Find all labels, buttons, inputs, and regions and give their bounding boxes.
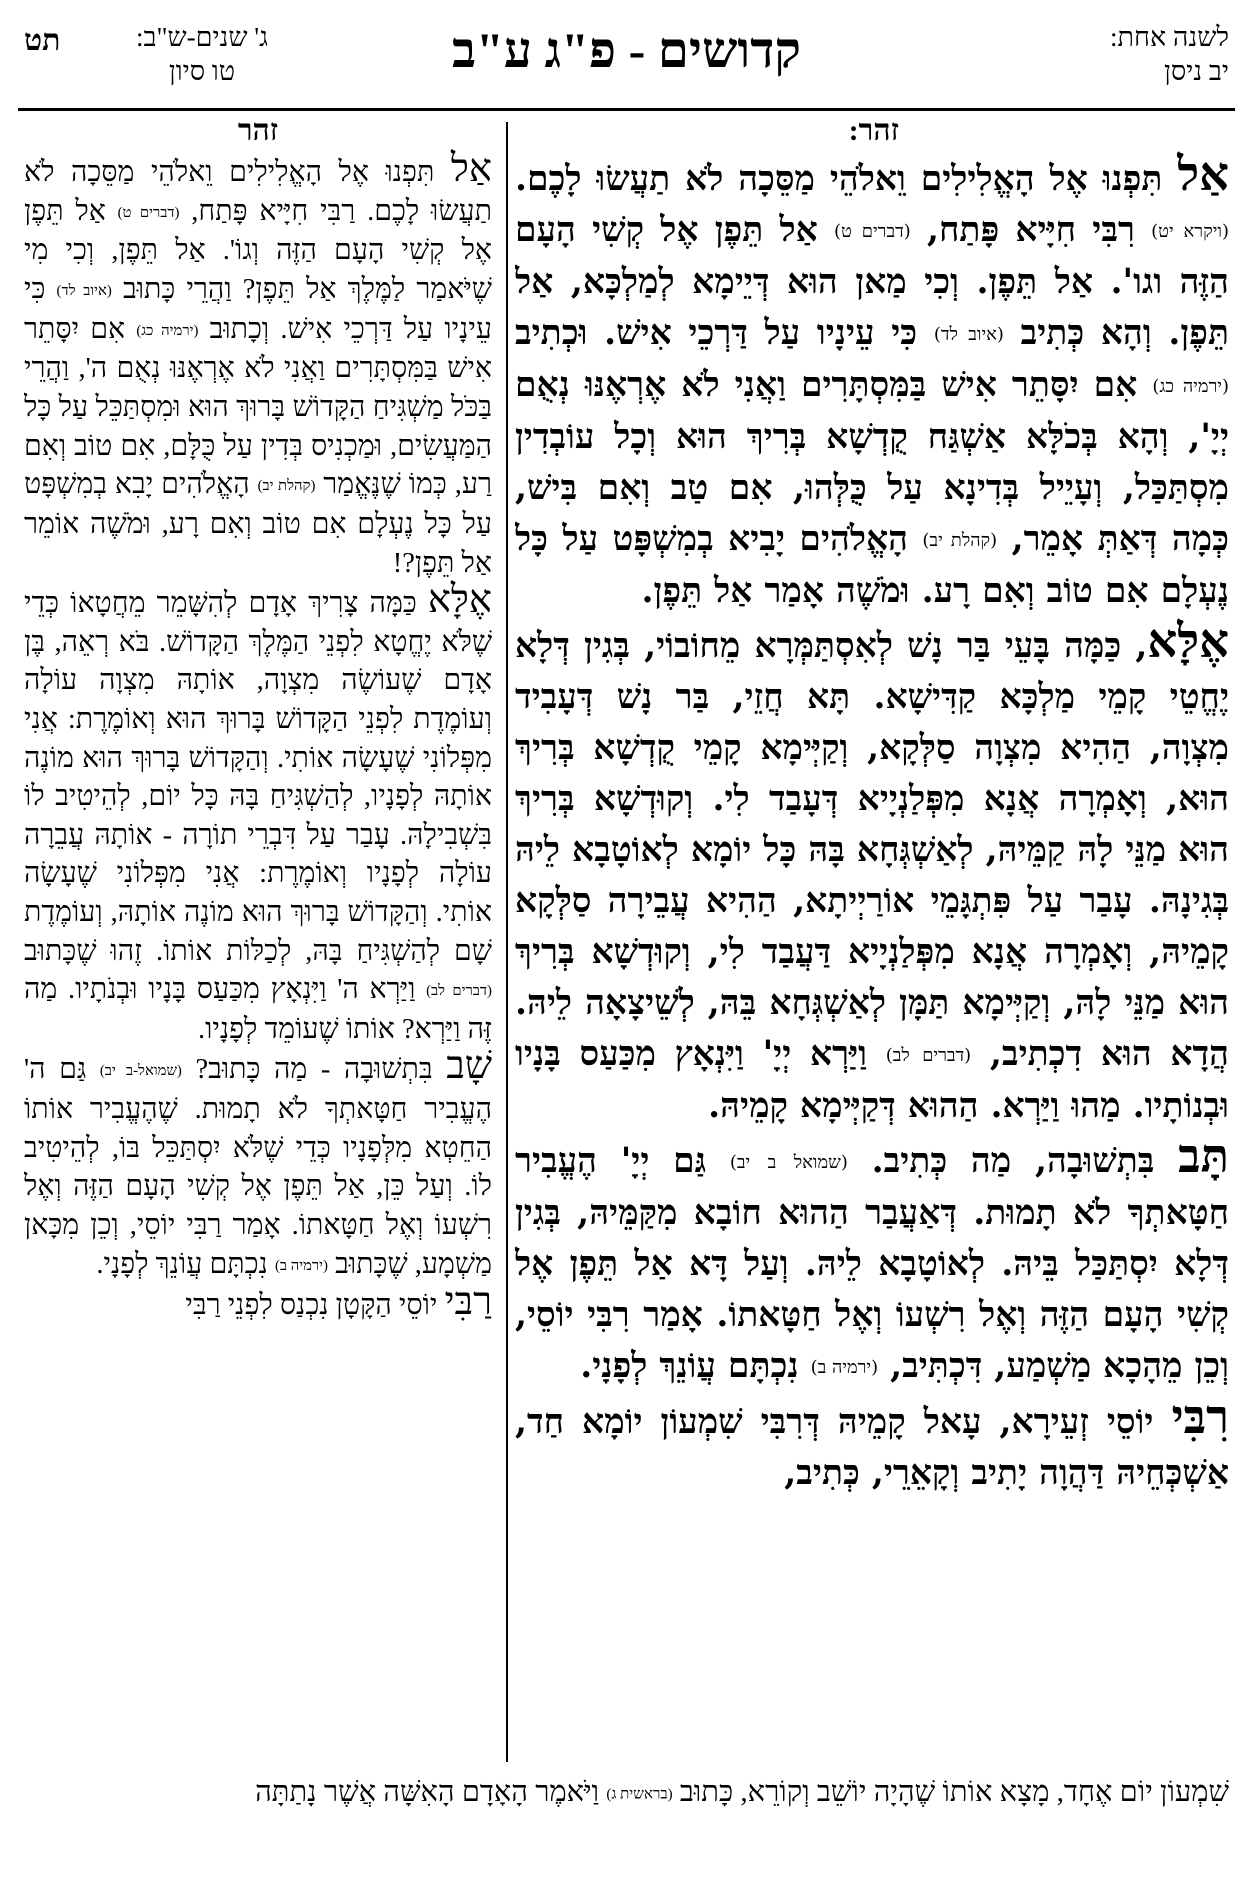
footer-text-a: שִׁמְעוֹן יוֹם אֶחָד, מָצָא אוֹתוֹ שֶׁהָיָה יוֹשֵׁב וְקוֹרֵא, כָּתוּב	[672, 1776, 1229, 1808]
main-paragraph	[515, 146, 1229, 617]
main-paragraph-text: תִּפְנוּ אֶל הָאֱלִילִים וֵאלֹהֵי מַסֵּכָה לֹא תַעֲשׂוּ לָכֶם.	[515, 159, 1178, 199]
side-paragraph	[24, 1281, 492, 1326]
main-scripture-citation: (דברים ט)	[834, 221, 911, 242]
side-scripture-citation: (איוב לד)	[56, 283, 112, 300]
main-paragraph-opening-word: אֶלָּא	[1147, 613, 1229, 668]
side-paragraph-text: כַּמָּה צָרִיךְ אָדָם לְהִשָּׁמֵר מֵחֲטָאוֹ כְּדֵי שֶׁלֹּא יֶחֱטָא לִפְנֵי הַמֶּלֶךְ הַקָּדוֹשׁ. בֹּא רְאֵה, בֶּן אָדָם שֶׁעוֹשֶׂה מִצְוָה, אוֹתָהּ מִצְוָה עוֹלָה וְעוֹמֶדֶת לִפְנֵי הַקָּדוֹשׁ בָּרוּךְ הוּא וְאוֹמֶרֶת: אֲנִי מִפְּלוֹנִי שֶׁעָשָׂה אוֹתִי. וְהַקָּדוֹשׁ בָּרוּךְ הוּא מוֹנֶה אוֹתָהּ לְפָנָיו, לְהַשְׁגִּיחַ בָּהּ כָּל יוֹם, לְהֵיטִיב לוֹ בִּשְׁבִילָהּ. עָבַר עַל דִּבְרֵי תוֹרָה - אוֹתָהּ עֲבֵרָה עוֹלָה לְפָנָיו וְאוֹמֶרֶת: אֲנִי מִפְּלוֹנִי שֶׁעָשָׂה אוֹתִי. וְהַקָּדוֹשׁ בָּרוּךְ הוּא מוֹנֶה אוֹתָהּ, וְעוֹמֶדֶת שָׁם לְהַשְׁגִּיחַ בָּהּ, לְכַלּוֹת אוֹתוֹ. זֶהוּ שֶׁכָּתוּב	[24, 588, 492, 967]
side-scripture-citation: (קהלת יב)	[257, 478, 316, 495]
main-scripture-citation: (שמואל ב יב)	[729, 1152, 848, 1173]
side-scripture-citation: (דברים ט)	[117, 204, 180, 221]
main-paragraph	[515, 1389, 1229, 1499]
side-paragraph-text: וַיַּרְא ה' וַיִּנְאָץ מִכַּעַס בָּנָיו וּבְנֹתָיו. מַה זֶּה וַיַּרְא? אוֹתוֹ שֶׁעוֹמֵד לְפָנָיו.	[24, 974, 492, 1045]
main-paragraph-text: הָאֱלֹהִים יָבִיא בְמִשְׁפָּט עַל כָּל נֶעְלָם אִם טוֹב וְאִם רָע. וּמֹשֶׁה אָמַר אַל תֵּפֶן.	[515, 519, 1229, 611]
side-paragraph-opening-word: אֶלָּא	[427, 579, 492, 622]
side-column-label: זהר	[237, 114, 279, 147]
side-paragraph-text: אִם יִסָּתֵר אִישׁ בַּמִּסְתָּרִים וַאֲנִי לֹא אֶרְאֶנּוּ נְאֻם ה', וַהֲרֵי בַּכֹּל מַשְׁגִּיחַ הַקָּדוֹשׁ בָּרוּךְ הוּא וּמִסְתַּכֵּל עַל כָּל הַמַּעֲשִׂים, וּמַכְנִיס בְּדִין עַל כֻּלָּם, אִם טוֹב וְאִם רַע, כְּמוֹ שֶׁנֶּאֱמַר	[24, 313, 492, 501]
footer-citation: (בראשית ג)	[606, 1786, 673, 1803]
side-paragraph-text: כִּי עֵינָיו עַל דַּרְכֵי אִישׁ. וְכָתוּב	[24, 273, 492, 345]
side-paragraph-opening-word: רַבִּי	[444, 1281, 492, 1324]
side-scripture-citation: (ירמיה ב)	[274, 1257, 328, 1274]
side-paragraph-text: גַּם ה' הֶעֱבִיר חַטָּאתְךָ לֹא תָמוּת. שֶׁהֶעֱבִיר אוֹתוֹ הַחֵטְא מִלְּפָנָיו כְּדֵי שֶׁלֹּא יִסְתַּכֵּל בּוֹ, לְהֵיטִיב לוֹ. וְעַל כֵּן, אַל תֵּפֶן אֶל קְשִׁי הָעָם הַזֶּה וְאֶל רִשְׁעוֹ וְאֶל חַטָּאתוֹ. אָמַר רַבִּי יוֹסֵי, וְכֵן מִכָּאן מַשְׁמָע, שֶׁכָּתוּב	[24, 1054, 492, 1280]
main-paragraph-text: וַיַּרְא יְיָ' וַיִּנְאָץ מִכַּעַס בָּנָיו וּבְנוֹתָיו. מַהוּ וַיַּרְא. הַהוּא דְּקַיְּימָא קָמֵיהּ.	[515, 1034, 1229, 1126]
side-scripture-citation: (שמואל-ב יב)	[99, 1063, 182, 1080]
column-divider	[506, 122, 508, 1762]
main-scripture-citation: (איוב לד)	[933, 324, 1004, 345]
side-paragraph	[24, 148, 492, 583]
main-paragraph-text: גַּם יְיָ' הֶעֱבִיר חַטָּאתְךָ לֹא תָמוּת. דְּאַעֲבַר הַהוּא חוֹבָא מִקַּמֵּיהּ, בְּגִין דְּלָא יִסְתַּכַּל בֵּיהּ. לְאוֹטָבָא לֵיהּ. וְעַל דָּא אַל תֵּפֶן אֶל קְשִׁי הָעָם הַזֶּה וְאֶל רִשְׁעוֹ וְאֶל חַטָּאתוֹ. אָמַר רִבִּי יוֹסֵי, וְכֵן מֵהָכָא מַשְׁמַע, דִּכְתִּיב,	[515, 1141, 1229, 1386]
main-paragraph-opening-word: רִבִּי	[1171, 1389, 1229, 1444]
main-paragraph-text: יוֹסֵי זְעֵירָא, עָאל קָמֵיהּ דְּרִבִּי שִׁמְעוֹן יוֹמָא חַד, אַשְׁכְּחֵיהּ דַּהֲוָה יָתִיב וְקָאֵרֵי, כְּתִיב,	[515, 1402, 1229, 1493]
side-column-body	[24, 148, 492, 1326]
side-paragraph-text: יוֹסֵי הַקָּטָן נִכְנַס לִפְנֵי רַבִּי	[185, 1290, 445, 1322]
main-paragraph	[515, 613, 1229, 1132]
side-paragraph-text: בִּתְשׁוּבָה - מַה כָּתוּב?	[181, 1054, 447, 1086]
main-paragraph-text: אִם יִסָּתֵר אִישׁ בַּמִּסְתָּרִים וַאֲנִי לֹא אֶרְאֶנּוּ נְאֻם יְיָ', וְהָא בְּכֹלָּא אַשְׁגַּח קֻדְשָׁא בְּרִיךְ הוּא וְכָל עוֹבְדִין מִסְתַּכַּל, וְעָיֵיל בְּדִינָא עַל כֻּלְּהוּ, אִם טַב וְאִם בִּישׁ, כְּמָה דְּאַתְּ אָמֵר,	[515, 365, 1229, 559]
side-paragraph-text: הָאֱלֹהִים יָבִא בְמִשְׁפָּט עַל כָּל נֶעְלָם אִם טוֹב וְאִם רָע, וּמֹשֶׁה אוֹמֵר אַל תֵּפֶן?!	[24, 469, 492, 579]
main-scripture-citation: (דברים לב)	[885, 1045, 972, 1066]
main-scripture-citation: (קהלת יב)	[922, 530, 998, 551]
side-paragraph-opening-word: שָׁב	[446, 1045, 492, 1088]
page-number: תט	[24, 24, 61, 57]
side-scripture-citation: (ירמיה כג)	[136, 322, 199, 339]
main-paragraph-text: , כַּמָּה בָּעֵי בַּר נָשׁ לְאִסְתַּמְּרָא מֵחוֹבוֹי, בְּגִין דְּלָא יֶחֱטֵי קָמֵי מַלְכָּא קַדִּישָׁא. תָּא חֲזֵי, בַּר נָשׁ דְּעָבִיד מִצְוָה, הַהִיא מִצְוָה סַלְּקָא, וְקַיְּימָא קָמֵי קֻדְשָׁא בְּרִיךְ הוּא, וְאָמְרָה אֲנָא מִפְּלַנְיָיא דְּעָבַד לִי. וְקוּדְשָׁא בְּרִיךְ הוּא מַנֵּי לָהּ קַמֵּיהּ, לְאַשְׁגְּחָא בָּהּ כָּל יוֹמָא לְאוֹטָבָא לֵיהּ בְּגִינָהּ. עָבַר עַל פִּתְגָּמֵי אוֹרַיְיתָא, הַהִיא עֲבֵירָה סַלְּקָא קָמֵיהּ, וְאָמְרָה אֲנָא מִפְּלַנְיָיא דַּעֲבַד לִי, וְקוּדְשָׁא בְּרִיךְ הוּא מַנֵּי לָהּ, וְקַיְּימָא תַּמָּן לְאַשְׁגְּחָא בֵּהּ, לְשֵׁיצָאָה לֵיהּ. הֲדָא הוּא דִכְתִיב,	[515, 626, 1229, 1074]
side-scripture-citation: (דברים לב)	[426, 983, 492, 1000]
header-three-years-label: ג' שנים-ש"ב:	[136, 22, 268, 52]
header-three-years-date: טו סיון	[168, 56, 236, 86]
side-paragraph	[24, 579, 492, 1049]
main-paragraph-text: בִּתְשׁוּבָה, מַה כְּתִיב.	[847, 1141, 1179, 1181]
side-paragraph-opening-word: אַל	[450, 148, 492, 190]
main-column-body	[515, 146, 1229, 1499]
main-scripture-citation: (ויקרא יט)	[1151, 221, 1229, 242]
footer-text-b: וַיֹּאמֶר הָאָדָם הָאִשָּׁה אֲשֶׁר נָתַתָּה	[255, 1776, 607, 1808]
page-title: קדושים - פ"ג ע"ב	[451, 22, 802, 78]
main-paragraph	[515, 1128, 1229, 1393]
header-study-schedule-three-years	[136, 20, 268, 88]
header-one-year-date: יב ניסן	[1164, 56, 1229, 86]
main-paragraph-text: נִכְתָּם עֲוֹנֵךְ לְפָנָי.	[580, 1346, 811, 1386]
text-columns	[18, 110, 1235, 1770]
main-scripture-citation: (ירמיה כג)	[1152, 376, 1229, 397]
side-column-translation	[24, 110, 492, 1770]
page	[18, 10, 1235, 1874]
main-paragraph-opening-word: תָּב	[1178, 1128, 1229, 1183]
side-paragraph-text: נִכְתָּם עֲוֹנֵךְ לְפָנָי.	[96, 1248, 275, 1280]
main-paragraph-text: רִבִּי חִיָּיא פָּתַח,	[910, 210, 1152, 250]
main-paragraph-text: אַל תֵּפֶן אֶל קְשִׁי הָעָם הַזֶּה וגו'. אַל תֵּפֶן. וְכִי מַאן הוּא דְּיֵימָא לְמַלְכָּא, אַל תֵּפֶן. וְהָא כְּתִיב	[515, 210, 1229, 353]
main-column-aramaic	[515, 110, 1229, 1770]
main-paragraph-opening-word: אַל	[1177, 146, 1229, 201]
side-paragraph-text: תִּפְנוּ אֶל הָאֱלִילִים וֵאלֹהֵי מַסֵּכָה לֹא תַעֲשׂוּ לָכֶם. רַבִּי חִיָּיא פָּתַח,	[24, 157, 492, 227]
header-one-year-label: לשנה אחת:	[1110, 22, 1229, 52]
main-scripture-citation: (ירמיה ב)	[810, 1357, 879, 1378]
page-header	[18, 10, 1235, 111]
continuation-line	[24, 1772, 1229, 1814]
main-paragraph-text: כִּי עֵינָיו עַל דַּרְכֵי אִישׁ. וּכְתִיב	[515, 313, 934, 353]
side-paragraph	[24, 1045, 492, 1285]
main-column-label: זהר:	[848, 114, 899, 147]
side-paragraph-text: אַל תֵּפֶן אֶל קְשִׁי הָעָם הַזֶּה וְגוֹ'. אַל תֵּפֶן, וְכִי מִי שֶׁיֹּאמַר לַמֶּלֶךְ אַל תֵּפֶן? וַהֲרֵי כָּתוּב	[24, 195, 492, 305]
